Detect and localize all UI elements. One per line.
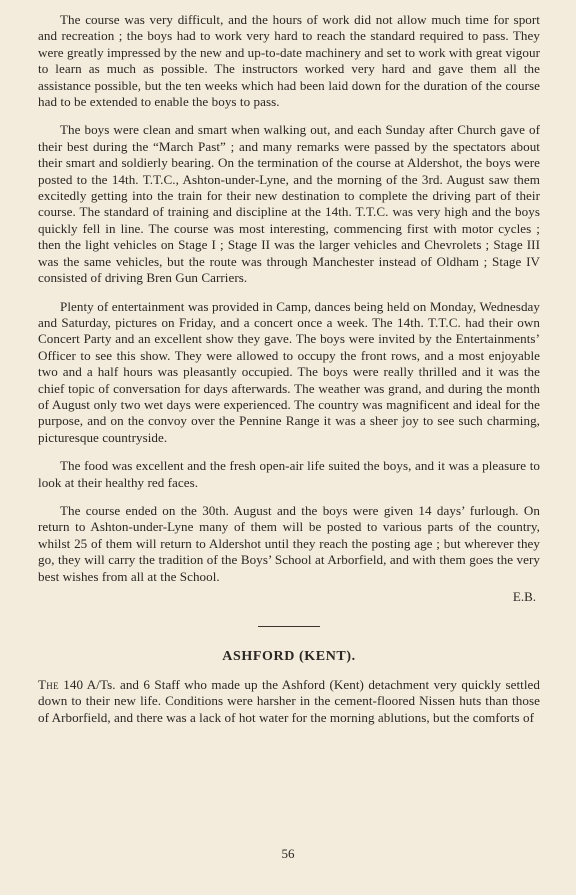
document-page bbox=[38, 12, 540, 738]
body-paragraph-3: Plenty of entertainment was provided in Camp, dances being held on Monday, Wednesday and Saturday, pictures on Friday, and a concert once a week. The 14th. T.T.C. had their own Concert Party and an excellent show they gave. The boys were invited by the Entertainments’ Officer to see this show. They were allowed to occupy the front rows, and a most enjoyable two and a half hours was pleasantly occupied. The boys were really thrilled and it was the chief topic of conversation for days afterwards. The weather was grand, and during the month of August only two wet days were experienced. The country was magnificent and ideal for the purpose, and on the convoy over the Pennine Range it was a sheer joy to see such charming, picturesque countryside. bbox=[38, 298, 540, 445]
page-number: 56 bbox=[281, 846, 295, 861]
author-signature: E.B. bbox=[512, 589, 536, 604]
body-paragraph-1: The course was very difficult, and the hours of work did not allow much time for sport and recreation ; the boys had to work very hard to reach the standard required to pass. They were greatly impressed by the new and up-to-date machinery and set to work with great vigour to learn as much as possible. The instructors worked very hard and gave them all the assistance possible, but the ten weeks which had been laid down for the duration of the course had to be extended to enable the boys to pass. bbox=[38, 12, 540, 110]
body-paragraph-4: The food was excellent and the fresh open-air life suited the boys, and it was a pleasure to look at their healthy red faces. bbox=[38, 458, 540, 490]
body-paragraph-5: The course ended on the 30th. August and the boys were given 14 days’ furlough. On return to Ashton-under-Lyne many of them will be posted to various parts of the country, whilst 25 of them will return to Aldershot until they reach the posting age ; but wherever they go, they will carry the tradition of the Boys’ School at Arborfield, and with them goes the very best wishes from all at the School. bbox=[38, 502, 540, 584]
body-paragraph-2: The boys were clean and smart when walking out, and each Sunday after Church gave of their best during the “March Past” ; and many remarks were passed by the spectators about their smart and soldierly bearing. On the termination of the course at Aldershot, the boys were posted to the 14th. T.T.C., Ashton-under-Lyne, and the morning of the 3rd. August saw them excitedly getting into the train for their new destination to complete the driving part of their course. The standard of training and discipline at the 14th. T.T.C. was very high and the boys quickly fell in line. The course was most interesting, commencing first with motor cycles ; then the light vehicles on Stage I ; Stage II was the larger vehicles and Chevrolets ; Stage III was the same vehicles, but the route was through Manchester instead of Oldham ; Stage IV consisted of driving Bren Gun Carriers. bbox=[38, 122, 540, 286]
section-divider bbox=[258, 626, 320, 627]
section-opening-paragraph bbox=[38, 677, 540, 726]
lead-word: The bbox=[38, 677, 59, 692]
lead-text: 140 A/Ts. and 6 Staff who made up the Ashford (Kent) detachment very quickly settled down to their new life. Conditions were harsher in the cement-floored Nissen huts than those of Arborfield, and there was a lack of hot water for the morning ablutions, but the comforts of bbox=[38, 677, 540, 725]
section-heading: ASHFORD (KENT). bbox=[222, 649, 356, 664]
